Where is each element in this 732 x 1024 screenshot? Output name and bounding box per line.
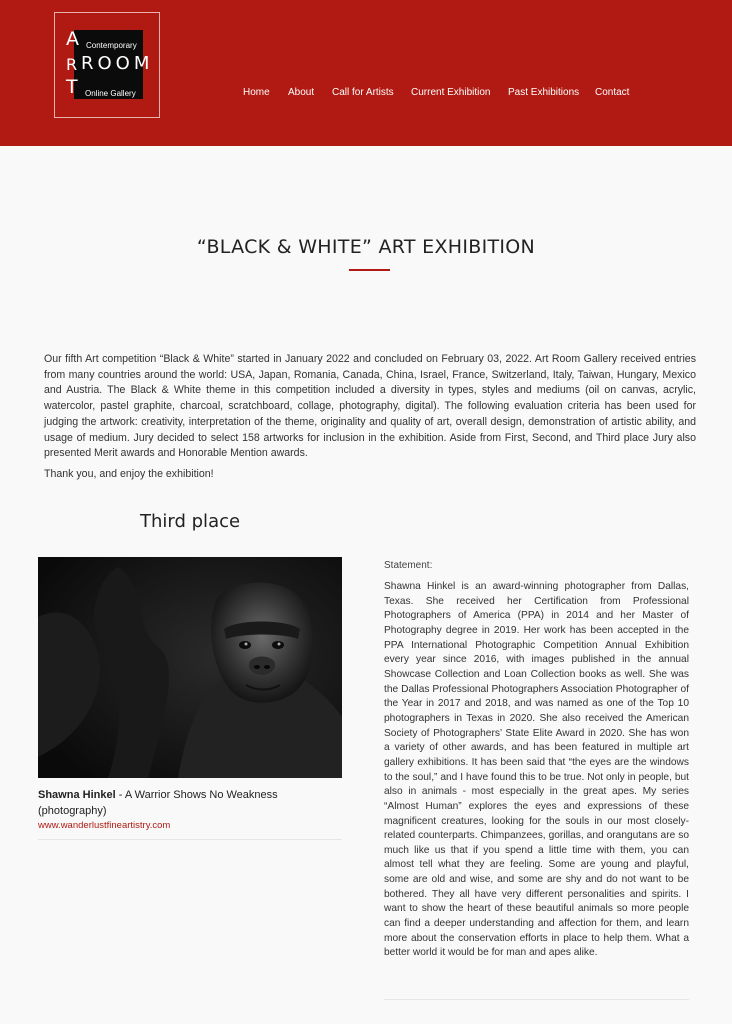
statement-divider [384,999,689,1000]
logo-letter-a: A [66,28,79,50]
statement-label: Statement: [384,560,433,571]
site-header [0,0,732,146]
page-title: “BLACK & WHITE” ART EXHIBITION [196,236,536,258]
logo-letter-t: T [66,76,78,98]
statement-text: Shawna Hinkel is an award-winning photographer from Dallas, Texas. She received her Certification from Professional Photographers of America (PPA) in 2014 and her Master of Photography degree in 2019. Her work has been accepted in the PPA International Photographic Competition Annual Exhibition every year since 2016, with images published in the annual Showcase Collection and Loan Collection books as well. She was the Dallas Professional Photographers Association Photographer of the Year in 2017 and 2018, and was named as one of the Top 10 photographers in Texas in 2020. She also received the American Society of Photographers’ State Elite Award in 2020. She has won a variety of other awards, and has been featured in multiple art gallery exhibitions. It has been said that “the eyes are the windows to the soul,” and I have found this to be true. Not only in people, but also in animals - most especially in the great apes. My series “Almost Human” explores the eyes and expressions of these magnificent creatures, looking for the souls in our most closely-related counterparts. Chimpanzees, gorillas, and orangutans are so much like us that if you spend a little time with them, you can almost tell what they are feeling. Some are young and playful, some are old and wise, and some are shy and do not want to be bothered. They all have very different personalities and spirits. I want to show the heart of these beautiful animals so more people can find a deeper understanding and affection for them, and learn more about the conservation efforts in place to help them. What a better world it would be for man and apes alike. [384,581,689,959]
logo-word-room: ROOM [81,53,154,74]
logo-letter-r: R [66,55,78,74]
site-logo[interactable] [54,12,160,118]
title-underline [349,269,390,271]
place-heading: Third place [140,511,241,532]
nav-home[interactable]: Home [243,87,270,98]
nav-contact[interactable]: Contact [595,87,630,98]
artist-website-link[interactable]: www.wanderlustfineartistry.com [38,820,171,831]
thanks-text: Thank you, and enjoy the exhibition! [44,468,214,480]
caption-divider [38,839,342,840]
nav-current-exhibition[interactable]: Current Exhibition [411,87,491,98]
artwork-image[interactable] [38,557,342,778]
nav-past-exhibitions[interactable]: Past Exhibitions [508,87,580,98]
nav-about[interactable]: About [288,87,315,98]
gorilla-photo [38,557,342,778]
logo-line-contemporary: Contemporary [86,41,137,50]
artwork-caption [38,787,338,819]
artwork-title: A Warrior Shows No Weakness (photography) [38,789,278,817]
nav-call-for-artists[interactable]: Call for Artists [332,87,394,98]
caption-separator: - [115,789,125,801]
artist-name: Shawna Hinkel [38,789,116,801]
logo-line-online-gallery: Online Gallery [85,89,136,98]
intro-paragraph: Our fifth Art competition “Black & White” started in January 2022 and concluded on February 03, 2022. Art Room Gallery received entries from many countries around the world: USA, Japan, Romania, Canada, China, Israel, France, Switzerland, Italy, Taiwan, Hungary, Mexico and Austria. The Black & White theme in this competition included a diversity in types, styles and mediums (oil on canvas, acrylic, watercolor, pastel graphite, charcoal, scratchboard, collage, photography, digital). The following evaluation criteria has been used for judging the artwork: creativity, interpretation of the theme, originality and quality of art, overall design, demonstration of artistic ability, and usage of medium. Jury decided to select 158 artworks for inclusion in the exhibition. Aside from First, Second, and Third place Jury also presented Merit awards and Honorable Mention awards. [44,353,696,460]
